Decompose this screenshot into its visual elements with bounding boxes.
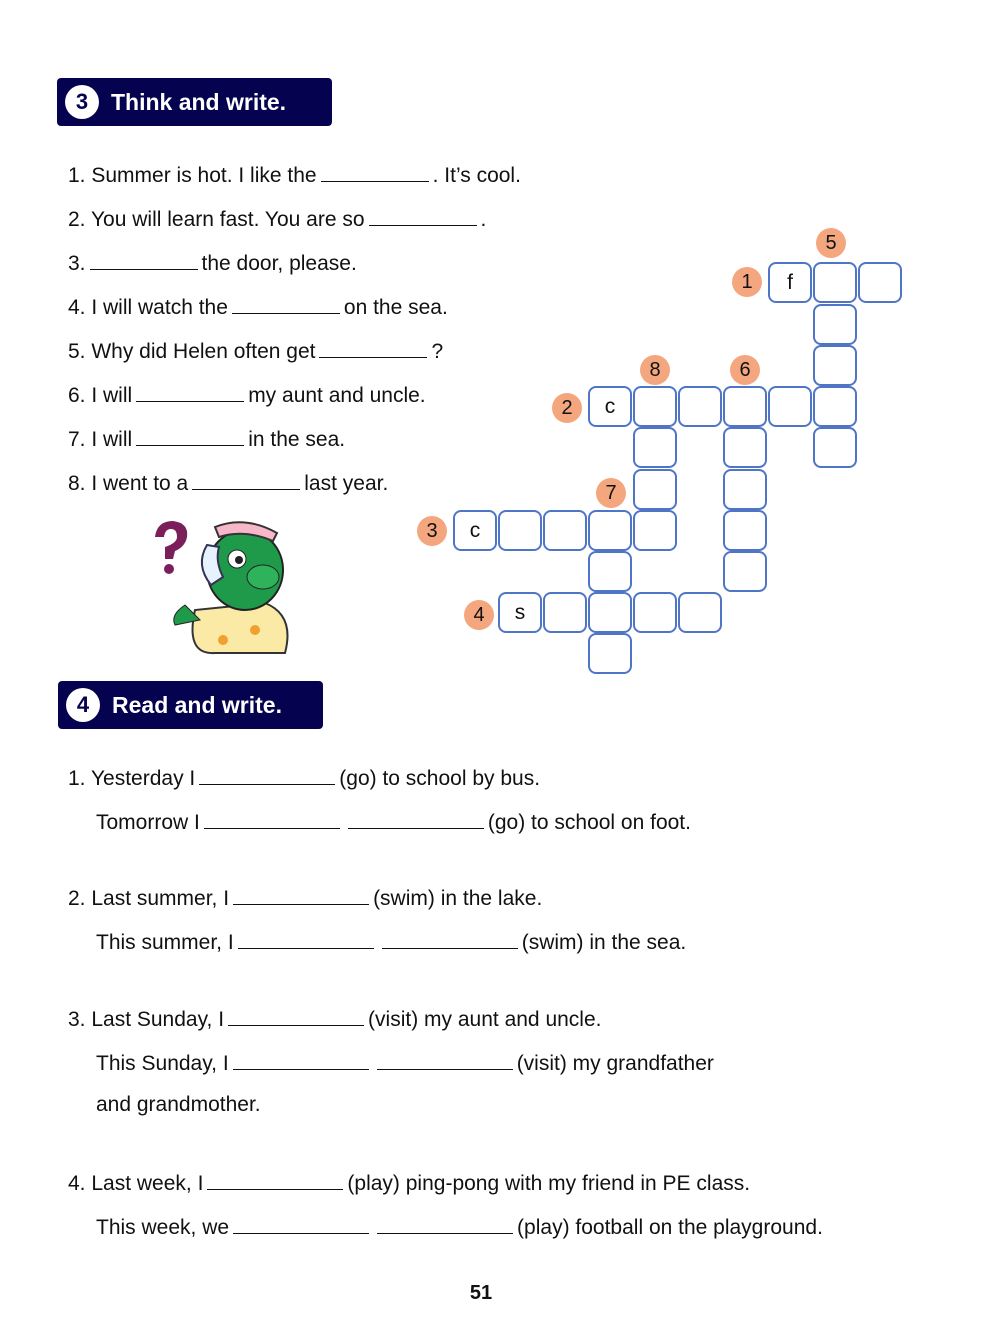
crossword-cell[interactable] <box>768 386 812 427</box>
crossword-cell[interactable]: c <box>453 510 497 551</box>
item-text-before: 1. Summer is hot. I like the <box>68 164 317 187</box>
answer-blank[interactable] <box>377 1048 513 1070</box>
item-text-after: . <box>480 208 487 231</box>
sentence-start: This week, we <box>96 1216 230 1239</box>
answer-blank[interactable] <box>233 1212 369 1234</box>
item-text-after: last year. <box>304 472 389 495</box>
crossword-cell[interactable] <box>678 386 722 427</box>
item-text-after: on the sea. <box>343 296 448 319</box>
exercise-4-future-sentence <box>96 1212 823 1241</box>
crossword-cell[interactable] <box>813 262 857 303</box>
answer-blank[interactable] <box>348 807 484 829</box>
crossword-cell[interactable] <box>633 592 677 633</box>
crossword-cell[interactable] <box>588 592 632 633</box>
crossword-cell[interactable] <box>723 427 767 468</box>
section-title: Think and write. <box>111 88 287 115</box>
sentence-end: (visit) my grandfather <box>516 1052 714 1075</box>
item-text-before: 6. I will <box>68 384 133 407</box>
clue-number-badge: 8 <box>640 355 670 385</box>
crossword-cell[interactable] <box>543 592 587 633</box>
exercise-3-item <box>68 292 448 321</box>
answer-blank[interactable] <box>136 424 244 446</box>
sentence-start: This Sunday, I <box>96 1052 229 1075</box>
crossword-cell[interactable] <box>813 345 857 386</box>
answer-blank[interactable] <box>319 336 427 358</box>
page-number: 51 <box>469 1282 493 1304</box>
section-number: 4 <box>66 688 100 722</box>
answer-blank[interactable] <box>199 763 335 785</box>
section-number: 3 <box>65 85 99 119</box>
exercise-3-item <box>68 204 486 233</box>
item-text-before: 4. I will watch the <box>68 296 228 319</box>
clue-number-badge: 2 <box>552 393 582 423</box>
exercise-4-past-sentence <box>68 1168 750 1197</box>
answer-blank[interactable] <box>377 1212 513 1234</box>
sentence-end: (play) football on the playground. <box>517 1216 823 1239</box>
exercise-4-past-sentence <box>68 883 542 912</box>
sentence-start: 2. Last summer, I <box>68 887 230 910</box>
section-4-header <box>58 681 323 729</box>
exercise-3-item <box>68 468 388 497</box>
exercise-4-future-sentence <box>96 927 686 956</box>
exercise-3-item <box>68 424 345 453</box>
answer-blank[interactable] <box>207 1168 343 1190</box>
exercise-4-future-sentence <box>96 807 691 836</box>
clue-number-badge: 4 <box>464 600 494 630</box>
sentence-start: 1. Yesterday I <box>68 767 196 790</box>
crossword-cell[interactable] <box>723 551 767 592</box>
item-text-after: ? <box>431 340 444 363</box>
answer-blank[interactable] <box>321 160 429 182</box>
item-text-before: 3. <box>68 252 86 275</box>
crossword-cell[interactable] <box>813 427 857 468</box>
answer-blank[interactable] <box>136 380 244 402</box>
clue-number-badge: 5 <box>816 228 846 258</box>
crossword-cell[interactable] <box>543 510 587 551</box>
sentence-end: (go) to school by bus. <box>339 767 541 790</box>
sentence-start: 4. Last week, I <box>68 1172 204 1195</box>
answer-blank[interactable] <box>90 248 198 270</box>
crossword-cell[interactable] <box>678 592 722 633</box>
crossword-cell[interactable] <box>498 510 542 551</box>
crossword-cell[interactable] <box>588 551 632 592</box>
clue-number-badge: 3 <box>417 516 447 546</box>
crossword-cell[interactable] <box>633 510 677 551</box>
crossword-cell[interactable] <box>633 386 677 427</box>
exercise-4-past-sentence <box>68 763 540 792</box>
item-text-after: in the sea. <box>248 428 346 451</box>
exercise-3-item <box>68 248 357 277</box>
crossword-cell[interactable] <box>723 469 767 510</box>
crossword-cell[interactable] <box>813 386 857 427</box>
crossword-cell[interactable] <box>633 469 677 510</box>
item-text-after: . It’s cool. <box>432 164 521 187</box>
crossword-cell[interactable] <box>813 304 857 345</box>
crossword-cell[interactable] <box>723 510 767 551</box>
item-text-before: 5. Why did Helen often get <box>68 340 316 363</box>
crossword-cell[interactable] <box>858 262 902 303</box>
question-mark-icon <box>155 521 187 559</box>
crossword-cell[interactable] <box>588 633 632 674</box>
exercise-3-item <box>68 160 521 189</box>
sentence-start: Tomorrow I <box>96 811 200 834</box>
crossword-cell[interactable] <box>588 510 632 551</box>
item-text-before: 7. I will <box>68 428 133 451</box>
answer-blank[interactable] <box>204 807 340 829</box>
answer-blank[interactable] <box>192 468 300 490</box>
sentence-end: (go) to school on foot. <box>487 811 691 834</box>
item-text-before: 8. I went to a <box>68 472 189 495</box>
clue-number-badge: 6 <box>730 355 760 385</box>
answer-blank[interactable] <box>238 927 374 949</box>
crossword-cell[interactable] <box>723 386 767 427</box>
crossword-cell[interactable] <box>633 427 677 468</box>
item-text-after: my aunt and uncle. <box>248 384 426 407</box>
exercise-3-item <box>68 380 426 409</box>
section-title: Read and write. <box>112 691 282 718</box>
crossword-cell[interactable]: f <box>768 262 812 303</box>
sentence-end: (visit) my aunt and uncle. <box>368 1008 602 1031</box>
answer-blank[interactable] <box>233 1048 369 1070</box>
exercise-4-future-sentence <box>96 1048 714 1077</box>
sentence-end: (play) ping-pong with my friend in PE class. <box>347 1172 751 1195</box>
sentence-start: 3. Last Sunday, I <box>68 1008 225 1031</box>
answer-blank[interactable] <box>233 883 369 905</box>
clue-number-badge: 7 <box>596 478 626 508</box>
crossword-cell[interactable]: c <box>588 386 632 427</box>
sentence-end: (swim) in the lake. <box>373 887 543 910</box>
sentence-start: This summer, I <box>96 931 234 954</box>
answer-blank[interactable] <box>369 204 477 226</box>
item-text-after: the door, please. <box>201 252 357 275</box>
answer-blank[interactable] <box>382 927 518 949</box>
mascot-dinosaur-illustration <box>145 515 295 655</box>
exercise-3-item <box>68 336 443 365</box>
clue-number-badge: 1 <box>732 267 762 297</box>
answer-blank[interactable] <box>228 1004 364 1026</box>
exercise-4-past-sentence <box>68 1004 601 1033</box>
item-text-before: 2. You will learn fast. You are so <box>68 208 365 231</box>
crossword-cell[interactable]: s <box>498 592 542 633</box>
answer-blank[interactable] <box>232 292 340 314</box>
section-3-header <box>57 78 332 126</box>
sentence-continuation: and grandmother. <box>96 1093 261 1116</box>
sentence-end: (swim) in the sea. <box>521 931 687 954</box>
